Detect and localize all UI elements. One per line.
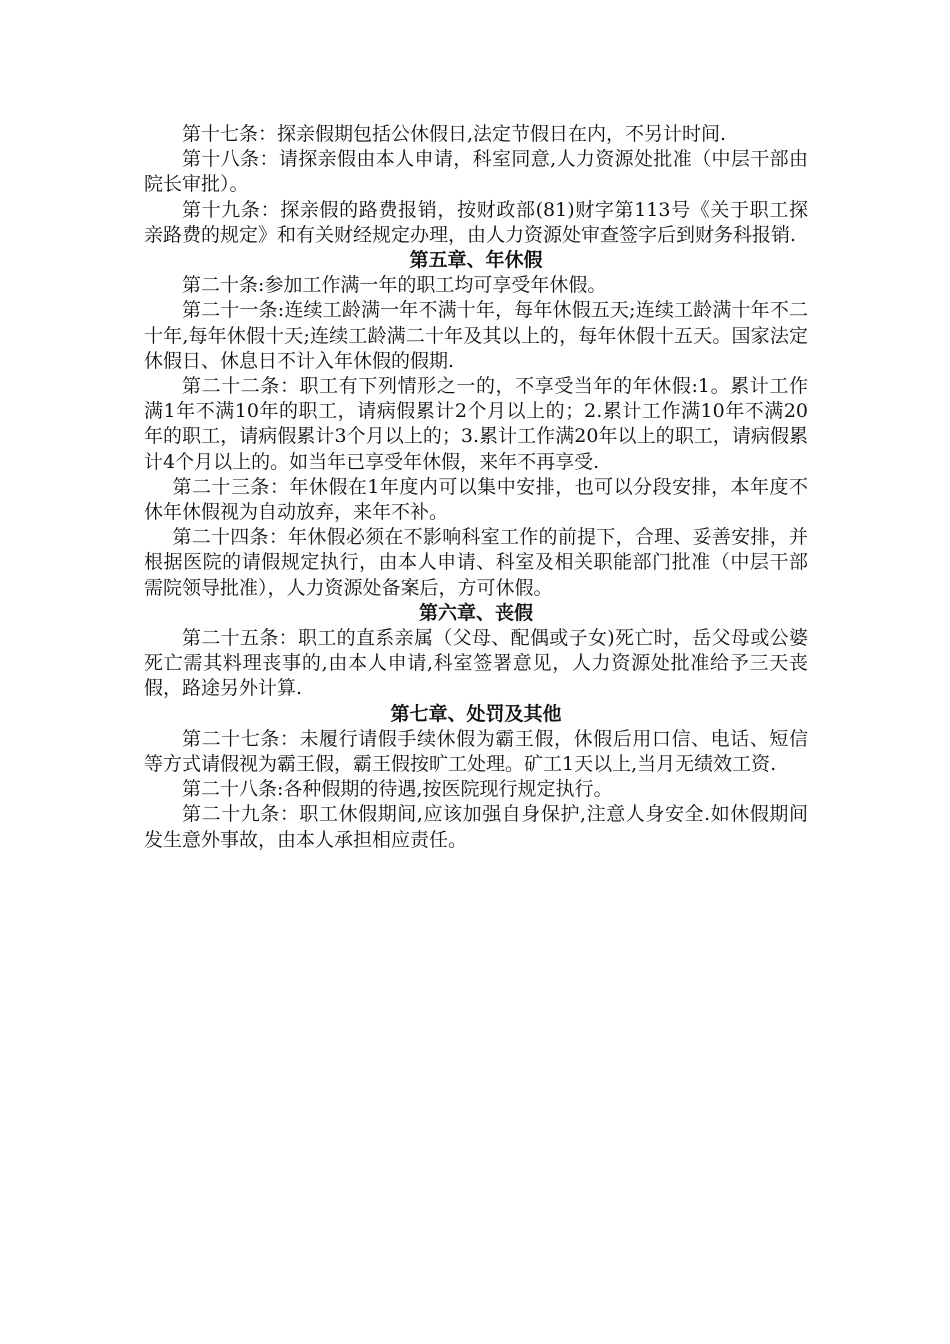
article-28: 第二十八条:各种假期的待遇,按医院现行规定执行。 [182,778,613,801]
article-22: 第二十二条：职工有下列情形之一的，不享受当年的年休假:1。累计工作满1年不满10年的职工，请病假累计2个月以上的；2.累计工作满10年不满20年的职工，请病假累计3个月以上的；3.累计工作满20年以上的职工，请病假累计4个月以上的。如当年已享受年休假，来年不再享受. [144,375,808,473]
document-body [144,122,808,853]
article-27: 第二十七条：未履行请假手续休假为霸王假，休假后用口信、电话、短信等方式请假视为霸王假，霸王假按旷工处理。矿工1天以上,当月无绩效工资. [144,727,808,776]
chapter-7-heading: 第七章、处罚及其他 [390,702,562,725]
article-17: 第十七条：探亲假期包括公休假日,法定节假日在内，不另计时间. [182,123,727,145]
article-25: 第二十五条：职工的直系亲属（父母、配偶或子女)死亡时，岳父母或公婆死亡需其料理丧事的,由本人申请,科室签署意见，人力资源处批准给予三天丧假，路途另外计算. [144,627,808,700]
chapter-6-heading: 第六章、丧假 [418,601,533,624]
article-18: 第十八条：请探亲假由本人申请，科室同意,人力资源处批准（中层干部由院长审批）。 [144,148,808,196]
article-20: 第二十条:参加工作满一年的职工均可享受年休假。 [182,274,607,297]
article-19: 第十九条：探亲假的路费报销，按财政部(81)财字第113号《关于职工探亲路费的规定》和有关财经规定办理，由人力资源处审查签字后到财务科报销. [144,198,808,246]
chapter-5-heading: 第五章、年休假 [409,249,543,272]
article-23: 第二十三条：年休假在1年度内可以集中安排，也可以分段安排，本年度不休年休假视为自动放弃，来年不补。 [144,475,808,524]
article-29: 第二十九条：职工休假期间,应该加强自身保护,注意人身安全.如休假期间发生意外事故，由本人承担相应责任。 [144,803,808,851]
article-24: 第二十四条：年休假必须在不影响科室工作的前提下，合理、妥善安排，并根据医院的请假规定执行，由本人申请、科室及相关职能部门批准（中层干部需院领导批准），人力资源处备案后，方可休假。 [144,526,808,599]
article-21: 第二十一条:连续工龄满一年不满十年，每年休假五天;连续工龄满十年不二十年,每年休假十天;连续工龄满二十年及其以上的，每年休假十五天。国家法定休假日、休息日不计入年休假的假期. [144,299,808,372]
